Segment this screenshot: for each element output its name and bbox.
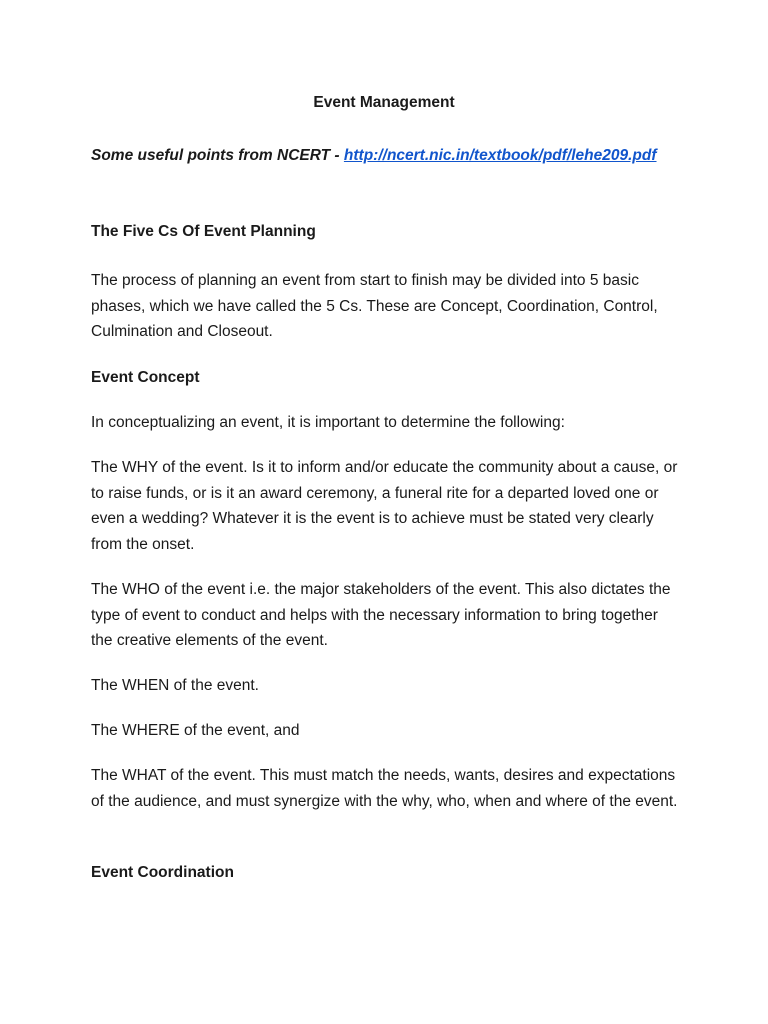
paragraph-concept-intro: In conceptualizing an event, it is important to determine the following: [91,414,565,431]
paragraph-what: The WHAT of the event. This must match the needs, wants, desires and expectations of the audience, and must synergize with the why, who, when and where of the event. [91,767,678,810]
ncert-link[interactable]: http://ncert.nic.in/textbook/pdf/lehe209.pdf [343,147,657,164]
paragraph-who: The WHO of the event i.e. the major stakeholders of the event. This also dictates the type of event to conduct and helps with the necessary information to bring together the creative elements of the event. [91,581,671,649]
paragraph-why: The WHY of the event. Is it to inform and/or educate the community about a cause, or to raise funds, or is it an award ceremony, a funeral rite for a departed loved one or even a wedding? Whatever it is the event is to achieve must be stated very clearly from the onset. [91,459,678,553]
heading-five-cs: The Five Cs Of Event Planning [91,223,316,240]
source-note-prefix: Some useful points from NCERT - [91,147,344,164]
heading-event-coordination: Event Coordination [91,864,234,881]
paragraph-where: The WHERE of the event, and [91,722,300,739]
paragraph-when: The WHEN of the event. [91,677,259,694]
document-title: Event Management [313,94,455,111]
source-note [91,145,711,167]
heading-event-concept: Event Concept [91,369,200,386]
paragraph-intro: The process of planning an event from start to finish may be divided into 5 basic phases, which we have called the 5 Cs. These are Concept, Coordination, Control, Culmination and Closeout. [91,272,658,340]
